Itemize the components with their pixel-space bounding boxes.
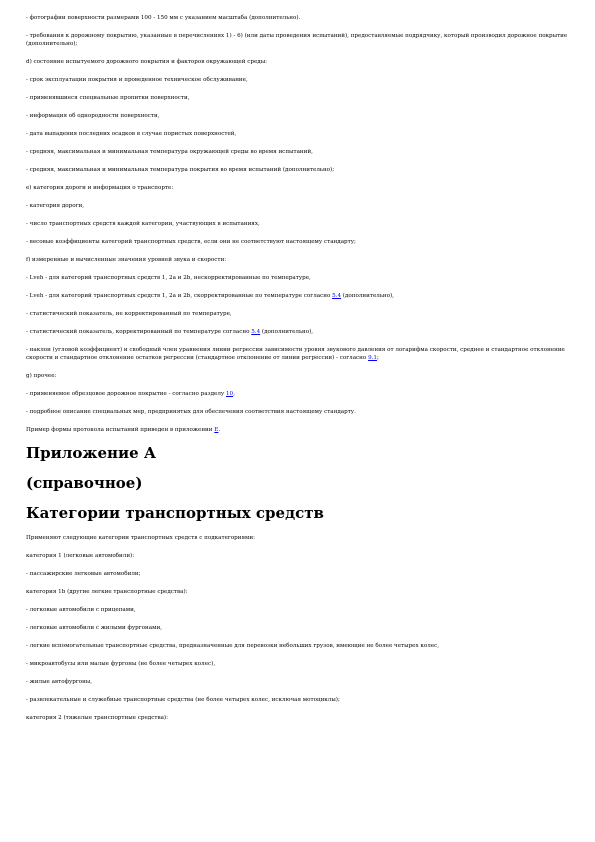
paragraph: [26, 14, 571, 22]
paragraph-text: e) категория дороги и информация о транспорте:: [26, 185, 174, 191]
paragraph: [26, 310, 571, 318]
paragraph-text: - Lveh - для категорий транспортных средств 1, 2a и 2b, нескорректированные по температуре,: [26, 275, 311, 281]
paragraph-text: - весовые коэффициенты категорий транспортных средств, если они не соответствуют настоящему стандарту;: [26, 239, 356, 245]
paragraph: [26, 390, 571, 398]
document-content: [26, 14, 571, 732]
paragraph: [26, 238, 571, 246]
paragraph: [26, 130, 571, 138]
paragraph-text: - жилые автофургоны,: [26, 679, 93, 685]
paragraph-text: - категория дороги,: [26, 203, 85, 209]
appendix-heading-title: Категории транспортных средств: [26, 504, 324, 522]
paragraph-text: - легковые автомобили с прицепами,: [26, 607, 136, 613]
paragraph-text: - Lveh - для категорий транспортных средств 1, 2a и 2b, скорректированные по температуре согласно: [26, 293, 333, 299]
paragraph: [26, 696, 571, 704]
paragraph-text: - развлекательные и служебные транспортные средства (не более четырех колес, исключая мотоциклы);: [26, 697, 340, 703]
paragraph-text-after: (дополнительно),: [260, 329, 314, 335]
paragraph: [26, 112, 571, 120]
paragraph: [26, 606, 571, 614]
paragraph: [26, 642, 571, 650]
paragraph: [26, 534, 571, 542]
paragraph-text: - средняя, максимальная и минимальная температура покрытия во время испытаний (дополнительно);: [26, 167, 335, 173]
paragraph: [26, 660, 571, 668]
paragraph-text: - пассажирские легковые автомобили;: [26, 571, 141, 577]
paragraph: [26, 32, 571, 48]
vehicle-categories-list: [26, 534, 571, 722]
paragraph: [26, 346, 571, 362]
paragraph-text: - число транспортных средств каждой категории, участвующих в испытаниях,: [26, 221, 260, 227]
paragraph: [26, 292, 571, 300]
paragraph-text: - требования к дорожному покрытию, указанные в перечислениях 1) - 6) (или даты проведения испытаний), предоставляемые подрядчику, который производил дорожное покрытие (дополнительно);: [26, 33, 568, 47]
paragraph: [26, 714, 571, 722]
paragraph: [26, 678, 571, 686]
report-requirements-list: [26, 14, 571, 434]
reference-link[interactable]: 5.4: [251, 329, 261, 335]
paragraph-text-after: ;: [376, 355, 379, 361]
paragraph: [26, 58, 571, 66]
paragraph: [26, 148, 571, 156]
paragraph-text: - легкие вспомогательные транспортные средства, предназначенные для перевозки небольших грузов, имеющие не более четырех колес,: [26, 643, 440, 649]
paragraph: [26, 256, 571, 264]
paragraph: [26, 166, 571, 174]
paragraph: [26, 202, 571, 210]
paragraph: [26, 426, 571, 434]
paragraph: [26, 274, 571, 282]
paragraph: [26, 588, 571, 596]
paragraph-text: - средняя, максимальная и минимальная температура окружающей среды во время испытаний,: [26, 149, 313, 155]
paragraph-text: - легковые автомобили с жилыми фургонами,: [26, 625, 162, 631]
paragraph-text-after: (дополнительно),: [341, 293, 394, 299]
paragraph-text: категория 1b (другие легкие транспортные средства):: [26, 589, 188, 595]
paragraph-text: - дата выпадения последних осадков в случае пористых поверхностей,: [26, 131, 237, 137]
paragraph: [26, 372, 571, 380]
paragraph-text: g) прочее:: [26, 373, 57, 379]
paragraph: [26, 328, 571, 336]
paragraph-text: - статистический показатель, корректированный по температуре согласно: [26, 329, 252, 335]
paragraph: [26, 624, 571, 632]
paragraph: [26, 94, 571, 102]
paragraph-text: - применявшиеся специальные пропитки поверхности,: [26, 95, 190, 101]
appendix-heading-number: Приложение А: [26, 444, 157, 462]
paragraph: [26, 184, 571, 192]
paragraph: [26, 408, 571, 416]
paragraph-text: - статистический показатель, не корректированный по температуре,: [26, 311, 232, 317]
paragraph-text: - применяемое обрезцовое дорожное покрытие - согласно разделу: [26, 391, 226, 397]
reference-link[interactable]: 5.4: [332, 293, 342, 299]
paragraph-text: категория 2 (тяжелые транспортные средства):: [26, 715, 169, 721]
paragraph-text: - подробное описание специальных мер, предпринятых для обеспечения соответствия настоящему стандарту.: [26, 409, 356, 415]
paragraph-text: - микроавтобусы или малые фургоны (не более четырех колес),: [26, 661, 216, 667]
paragraph-text-after: .: [218, 427, 221, 433]
reference-link[interactable]: 9.1: [368, 355, 377, 361]
paragraph-text: - информация об однородности поверхности,: [26, 113, 160, 119]
paragraph-text: - фотографии поверхности размерами 100 - 150 мм с указанием масштаба (дополнительно).: [26, 15, 301, 21]
reference-link[interactable]: Е: [214, 427, 219, 433]
appendix-heading-status: (справочное): [26, 474, 143, 492]
paragraph-text: - срок эксплуатации покрытия и проведенное техническое обслуживание,: [26, 77, 248, 83]
paragraph-text: категория 1 (легковые автомобили):: [26, 553, 135, 559]
paragraph: [26, 570, 571, 578]
paragraph-text: d) состояние испытуемого дорожного покрытия и факторов окружающей среды:: [26, 59, 268, 65]
paragraph-text-after: ,: [233, 391, 235, 397]
paragraph: [26, 76, 571, 84]
paragraph-text: Применяют следующие категории транспортных средств с подкатегориями:: [26, 535, 255, 541]
reference-link[interactable]: 10: [225, 391, 234, 397]
paragraph-text: f) измеренные и вычисленные значения уровней звука и скорости:: [26, 257, 227, 263]
paragraph-text: - наклон (угловой коэффициент) и свободный член уравнения линии регрессии зависимости уровня звукового давления от логарифма скорости, среднее и стандартное отклонение скорости и стандартное отклонение остатков регрессии (стандартное отклонение от линии регрессии) - согласно: [26, 347, 565, 361]
paragraph: [26, 552, 571, 560]
paragraph: [26, 220, 571, 228]
paragraph-text: Пример формы протокола испытаний приведен в приложении: [26, 427, 215, 433]
